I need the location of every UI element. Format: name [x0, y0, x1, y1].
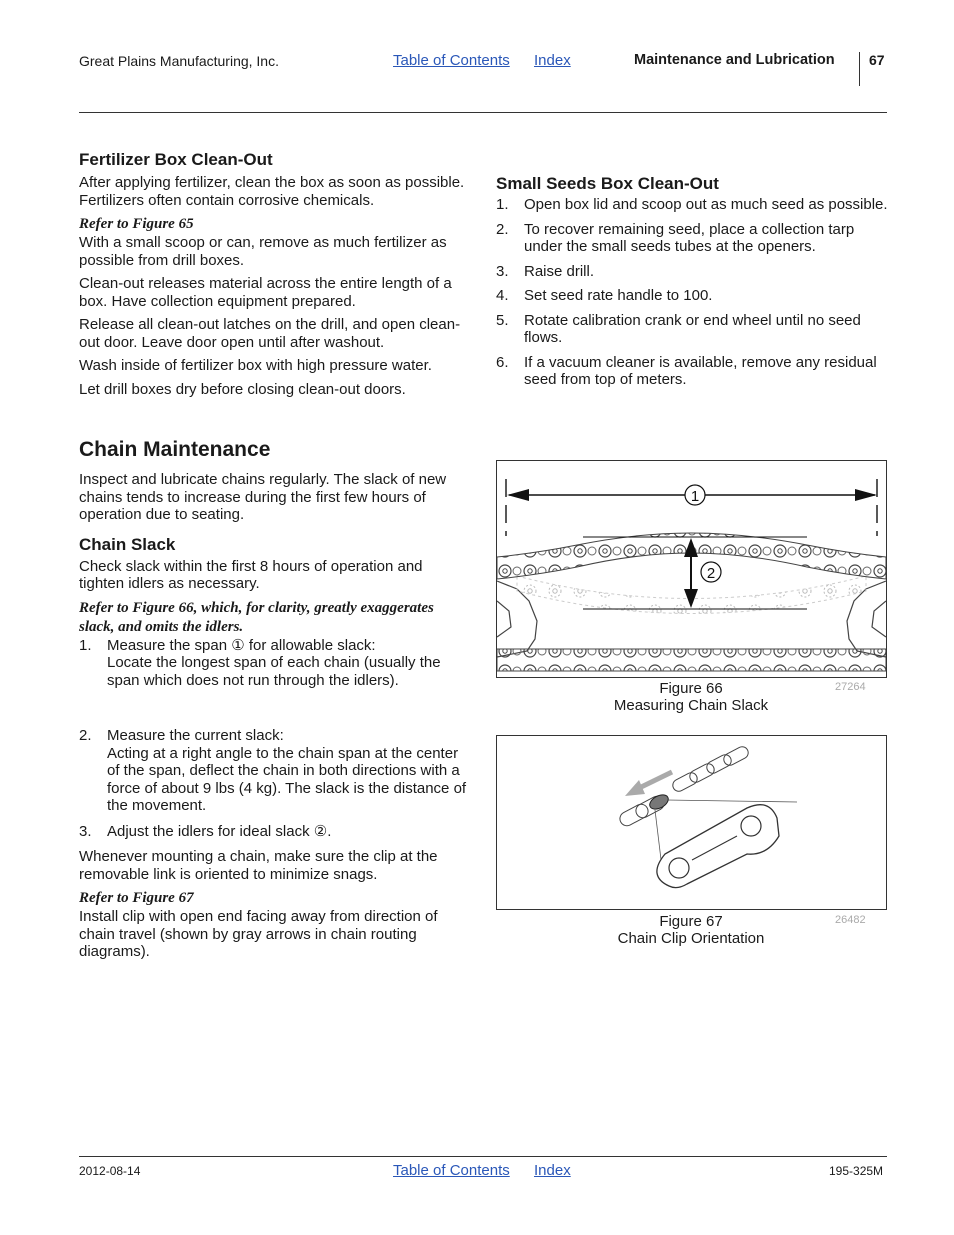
seed-step: 1. Open box lid and scoop out as much seed as possible.: [496, 196, 888, 213]
chain-slack-heading: Chain Slack: [79, 534, 176, 554]
chain-clip-diagram: [497, 736, 886, 909]
chain-clip-p: Whenever mounting a chain, make sure the clip at the removable link is oriented to minimize snags.: [79, 848, 438, 883]
fertilizer-ref: Refer to Figure 65: [79, 216, 194, 232]
seed-step: 6. If a vacuum cleaner is available, remove any residual seed from top of meters.: [496, 353, 877, 388]
figure-66-title: Measuring Chain Slack: [613, 697, 769, 714]
chain-slack-diagram: [497, 461, 886, 677]
header-divider: [859, 52, 860, 86]
ref-figure-66: Refer to Figure 66, which, for clarity, greatly exaggerates slack, and omits the idlers.: [79, 599, 434, 635]
seed-step: 3. Raise drill.: [496, 262, 595, 280]
footer-toc-link[interactable]: Table of Contents: [393, 1162, 510, 1179]
chain-column: [79, 471, 469, 961]
fertilizer-heading: Fertilizer Box Clean-Out: [79, 150, 273, 169]
fertilizer-p2: With a small scoop or can, remove as much fertilizer as possible from drill boxes.: [79, 234, 447, 269]
slack-step-3: 3. Adjust the idlers for ideal slack ②.: [79, 822, 332, 840]
fertilizer-p4: Release all clean-out latches on the drill, and open clean-out door. Leave door open until after washout.: [79, 316, 461, 351]
figure-66-number: 27264: [835, 681, 866, 693]
header-toc-link[interactable]: Table of Contents: [393, 52, 510, 69]
small-seeds-steps: [496, 196, 888, 389]
chain-intro: Inspect and lubricate chains regularly. The slack of new chains tends to increase during the first few hours of operation due to seating.: [79, 471, 447, 523]
chain-slack-p: Check slack within the first 8 hours of operation and tighten idlers as necessary.: [79, 557, 423, 592]
page-number: 67: [869, 52, 885, 68]
slack-steps: [79, 637, 469, 841]
seed-step: 4. Set seed rate handle to 100.: [496, 287, 713, 304]
fertilizer-p1: After applying fertilizer, clean the box as soon as possible. Fertilizers often contain corrosive chemicals.: [79, 174, 465, 209]
section-title: Maintenance and Lubrication: [634, 52, 835, 68]
fertilizer-p5: Wash inside of fertilizer box with high pressure water.: [79, 357, 432, 374]
figure-66-caption: [496, 680, 886, 714]
chain-maintenance-heading: Chain Maintenance: [79, 438, 271, 461]
header-index-link[interactable]: Index: [534, 52, 571, 69]
callout-2: 2: [706, 565, 716, 582]
figure-67-number: 26482: [835, 914, 866, 926]
figure-66-label: Figure 66: [659, 680, 723, 697]
install-clip-p: Install clip with open end facing away from direction of chain travel (shown by gray arrows in chain routing diagrams).: [79, 908, 438, 960]
figure-66-frame: [496, 460, 887, 678]
slack-step-2: 2. Measure the current slack: Acting at a right angle to the chain span at the center of the span, deflect the chain in both directions with a force of about 9 lbs (4 kg). The slack is the distance of the movement.: [79, 727, 467, 814]
right-column: [496, 174, 888, 389]
small-seeds-heading: Small Seeds Box Clean-Out: [496, 174, 719, 193]
slack-step-1: 1. Measure the span ① for allowable slack: Locate the longest span of each chain (usually the span which does not run through the idlers).: [79, 636, 441, 689]
header-rule: [79, 112, 887, 113]
figure-67-caption: [496, 913, 886, 947]
ref-figure-67: Refer to Figure 67: [79, 890, 194, 906]
callout-1: 1: [690, 488, 700, 505]
company-name: Great Plains Manufacturing, Inc.: [79, 53, 279, 69]
fertilizer-p3: Clean-out releases material across the entire length of a box. Have collection equipment prepared.: [79, 275, 452, 310]
figure-67-label: Figure 67: [659, 913, 723, 930]
footer-rule: [79, 1156, 887, 1157]
left-column: [79, 150, 469, 398]
footer-doc-number: 195-325M: [829, 1164, 884, 1178]
seed-step: 5. Rotate calibration crank or end wheel until no seed flows.: [496, 311, 861, 346]
figure-67-title: Chain Clip Orientation: [617, 930, 765, 947]
fertilizer-p6: Let drill boxes dry before closing clean-out doors.: [79, 380, 406, 398]
footer-date: 2012-08-14: [79, 1164, 141, 1178]
seed-step: 2. To recover remaining seed, place a collection tarp under the small seeds tubes at the openers.: [496, 220, 855, 255]
figure-67-frame: [496, 735, 887, 910]
footer-index-link[interactable]: Index: [534, 1162, 571, 1179]
